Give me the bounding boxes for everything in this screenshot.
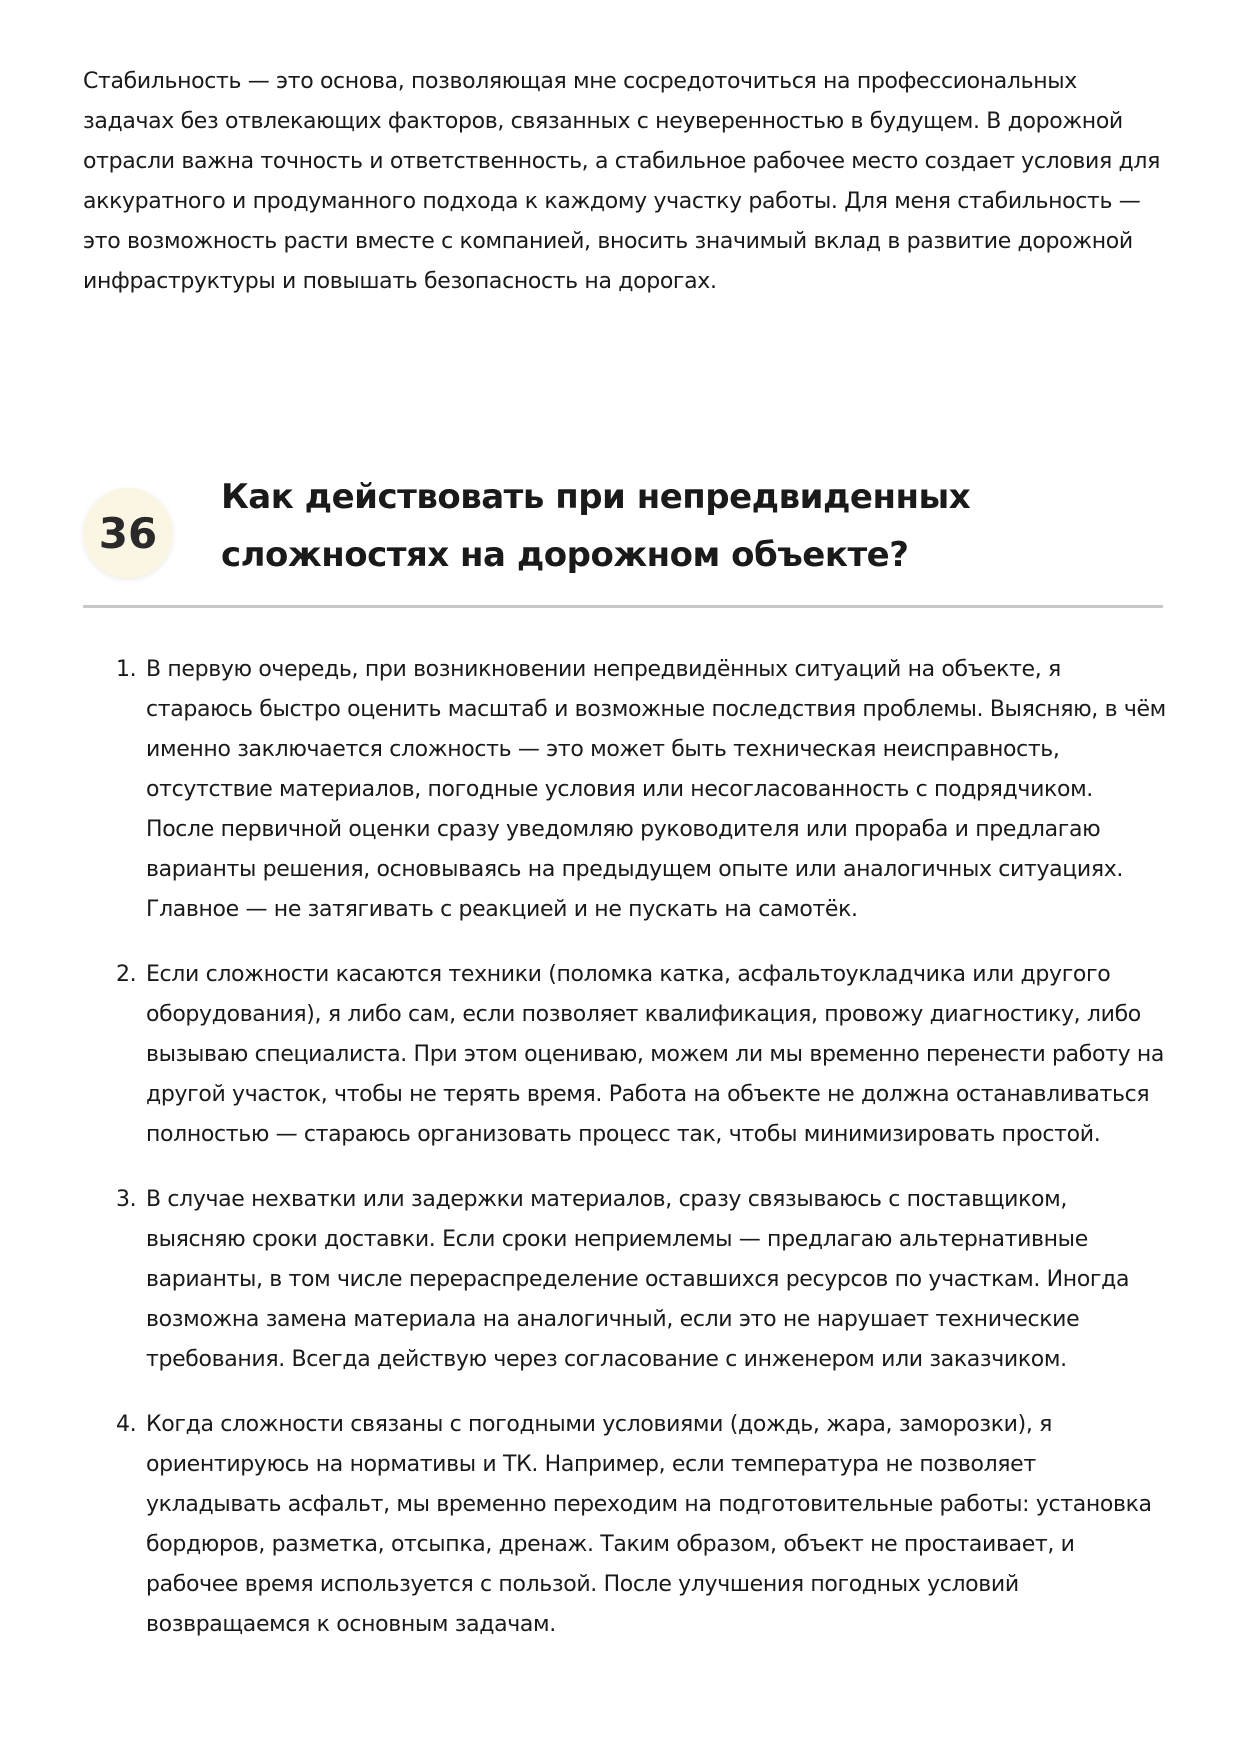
answer-item (116, 1180, 1166, 1380)
answer-text: В случае нехватки или задержки материалов, сразу связываюсь с поставщиком, выясняю сроки доставки. Если сроки неприемлемы — предлагаю альтернативные варианты, в том числе перераспределение оставшихся ресурсов по участкам. Иногда возможна замена материала на аналогичный, если это не нарушает технические требования. Всегда действую через согласование с инженером или заказчиком. (146, 1187, 1130, 1372)
answer-number: 2. (116, 962, 137, 987)
question-title: Как действовать при непредвиденных сложностях на дорожном объекте? (221, 477, 971, 575)
intro-paragraph: Стабильность — это основа, позволяющая мне сосредоточиться на профессиональных задачах без отвлекающих факторов, связанных с неуверенностью в будущем. В дорожной отрасли важна точность и ответственность, а стабильное рабочее место создает условия для аккуратного и продуманного подхода к каждому участку работы. Для меня стабильность — это возможность расти вместе с компанией, вносить значимый вклад в развитие дорожной инфраструктуры и повышать безопасность на дорогах. (83, 69, 1160, 294)
answer-number: 4. (116, 1412, 137, 1437)
question-number-badge: 36 (83, 488, 173, 578)
answer-number: 3. (116, 1187, 137, 1212)
answer-text: Когда сложности связаны с погодными условиями (дождь, жара, заморозки), я ориентируюсь на нормативы и ТК. Например, если температура не позволяет укладывать асфальт, мы временно переходим на подготовительные работы: установка бордюров, разметка, отсыпка, дренаж. Таким образом, объект не простаивает, и рабочее время используется с пользой. После улучшения погодных условий возвращаемся к основным задачам. (146, 1412, 1152, 1637)
answer-list (116, 650, 1166, 1670)
section-divider (83, 605, 1163, 608)
answer-item (116, 650, 1166, 930)
answer-item (116, 955, 1166, 1155)
answer-text: В первую очередь, при возникновении непредвидённых ситуаций на объекте, я стараюсь быстро оценить масштаб и возможные последствия проблемы. Выясняю, в чём именно заключается сложность — это может быть техническая неисправность, отсутствие материалов, погодные условия или несогласованность с подрядчиком. После первичной оценки сразу уведомляю руководителя или прораба и предлагаю варианты решения, основываясь на предыдущем опыте или аналогичных ситуациях. Главное — не затягивать с реакцией и не пускать на самотёк. (146, 657, 1166, 922)
answer-item (116, 1405, 1166, 1645)
answer-number: 1. (116, 657, 137, 682)
answer-text: Если сложности касаются техники (поломка катка, асфальтоукладчика или другого оборудования), я либо сам, если позволяет квалификация, провожу диагностику, либо вызываю специалиста. При этом оцениваю, можем ли мы временно перенести работу на другой участок, чтобы не терять время. Работа на объекте не должна останавливаться полностью — стараюсь организовать процесс так, чтобы минимизировать простой. (146, 962, 1165, 1147)
